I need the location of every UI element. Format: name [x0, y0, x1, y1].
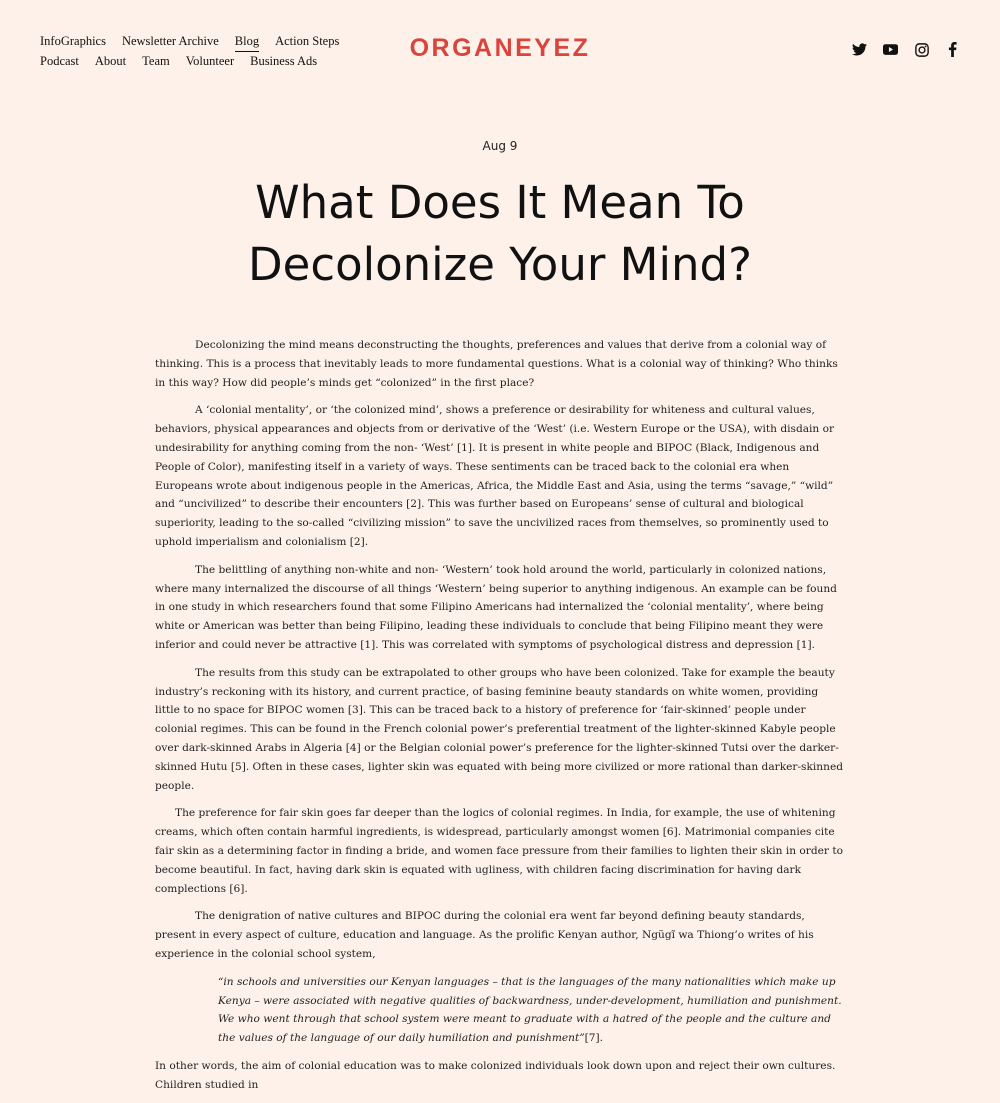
paragraph-7: In other words, the aim of colonial education was to make colonized individuals look down upon and reject their own cultures. Children studied in — [155, 1059, 836, 1091]
nav-link-about[interactable]: About — [94, 53, 127, 68]
nav-link-infographics[interactable]: InfoGraphics — [40, 33, 106, 48]
paragraph-5: The preference for fair skin goes far deeper than the logics of colonial regimes. In India, for example, the use of whitening creams, which often contain harmful ingredients, is widespread, particularly amongst women [6]. Matrimonial companies cite fair skin as a determining factor in finding a bride, and women face pressure from their families to lighten their skin in order to become beautiful. In fact, having dark skin is equated with ugliness, with children facing discrimination for having dark complections [6]. — [155, 807, 843, 895]
site-logo[interactable]: ORGANEYEZ — [409, 34, 591, 62]
post-date: Aug 9 — [482, 139, 518, 153]
paragraph-2: A ‘colonial mentality’, or ‘the colonized mind’, shows a preference or desirability for whiteness and cultural values, behaviors, physical appearances and objects from or derivative of the ‘West’ (i.e. Western Europe or the USA), with disdain or undesirability for anything coming from the non- ‘West’ [1]. It is present in white people and BIPOC (Black, Indigenous and People of Color), manifesting itself in a variety of ways. These sentiments can be traced back to the colonial era when Europeans wrote about indigenous people in the Americas, Africa, the Middle East and Asia, using the terms “savage,” “wild” and “uncivilized” to describe their encounters [2]. This was further based on Europeans’ sense of cultural and biological superiority, leading to the so-called “civilizing mission” to save the uncivilized races from themselves, so prominently used to uphold imperialism and colonialism [2]. — [155, 404, 835, 548]
block-quote — [155, 973, 845, 1048]
nav-link-newsletter-archive[interactable]: Newsletter Archive — [121, 33, 219, 48]
youtube-icon[interactable] — [883, 42, 898, 57]
paragraph-4: The results from this study can be extrapolated to other groups who have been colonized. Take for example the beauty industry’s reckoning with its history, and current practice, of basing feminine beauty standards on white women, providing little to no space for BIPOC women [3]. This can be traced back to a history of preference for ‘fair-skinned’ people under colonial regimes. This can be found in the French colonial power’s preferential treatment of the lighter-skinned Kabyle people over dark-skinned Arabs in Algeria [4] or the Belgian colonial power’s preference for the lighter-skinned Tutsi over the darker-skinned Hutu [5]. Often in these cases, lighter skin was equated with being more civilized or more rational than darker-skinned people. — [155, 666, 843, 792]
facebook-icon[interactable] — [945, 42, 960, 57]
nav-link-volunteer[interactable]: Volunteer — [185, 53, 235, 68]
nav-link-business-ads[interactable]: Business Ads — [250, 53, 318, 68]
nav-link-action-steps[interactable]: Action Steps — [275, 33, 340, 48]
quote-text: “in schools and universities our Kenyan languages – that is the languages of the many nationalities which make up Kenya – were associated with negative qualities of backwardness, under-development, humiliation and punishment. We who went through that school system were meant to graduate with a hatred of the people and the culture and the values of the language of our daily humiliation and punishment” — [218, 975, 842, 1045]
paragraph-3: The belittling of anything non-white and non- ‘Western’ took hold around the world, particularly in colonized nations, where many internalized the discourse of all things ‘Western’ being superior to anything indigenous. An example can be found in one study in which researchers found that some Filipino Americans had internalized the ‘colonial mentality’, where being white or American was better than being Filipino, leading these individuals to conclude that being Filipino meant they were inferior and could never be attractive [1]. This was correlated with symptoms of psychological distress and depression [1]. — [155, 563, 837, 651]
instagram-icon[interactable] — [914, 42, 929, 57]
quote-reference[interactable]: [7]. — [584, 1032, 604, 1045]
social-links — [852, 42, 960, 57]
nav-link-blog[interactable]: Blog — [234, 33, 260, 48]
twitter-icon[interactable] — [852, 42, 867, 57]
post-title-line-2: Decolonize Your Mind? — [248, 238, 752, 291]
nav-link-team[interactable]: Team — [142, 53, 170, 68]
post-body — [155, 336, 845, 1103]
post-title — [0, 172, 1000, 296]
post-title-line-1: What Does It Mean To — [255, 176, 745, 229]
paragraph-6: The denigration of native cultures and BIPOC during the colonial era went far beyond defining beauty standards, present in every aspect of culture, education and language. As the prolific Kenyan author, Ngũgĩ wa Thiong’o writes of his experience in the colonial school system, — [155, 910, 814, 960]
nav-link-podcast[interactable]: Podcast — [40, 53, 79, 68]
paragraph-1: Decolonizing the mind means deconstructing the thoughts, preferences and values that derive from a colonial way of thinking. This is a process that inevitably leads to more fundamental questions. What is a colonial way of thinking? Who thinks in this way? How did people’s minds get “colonized” in the first place? — [155, 339, 838, 389]
